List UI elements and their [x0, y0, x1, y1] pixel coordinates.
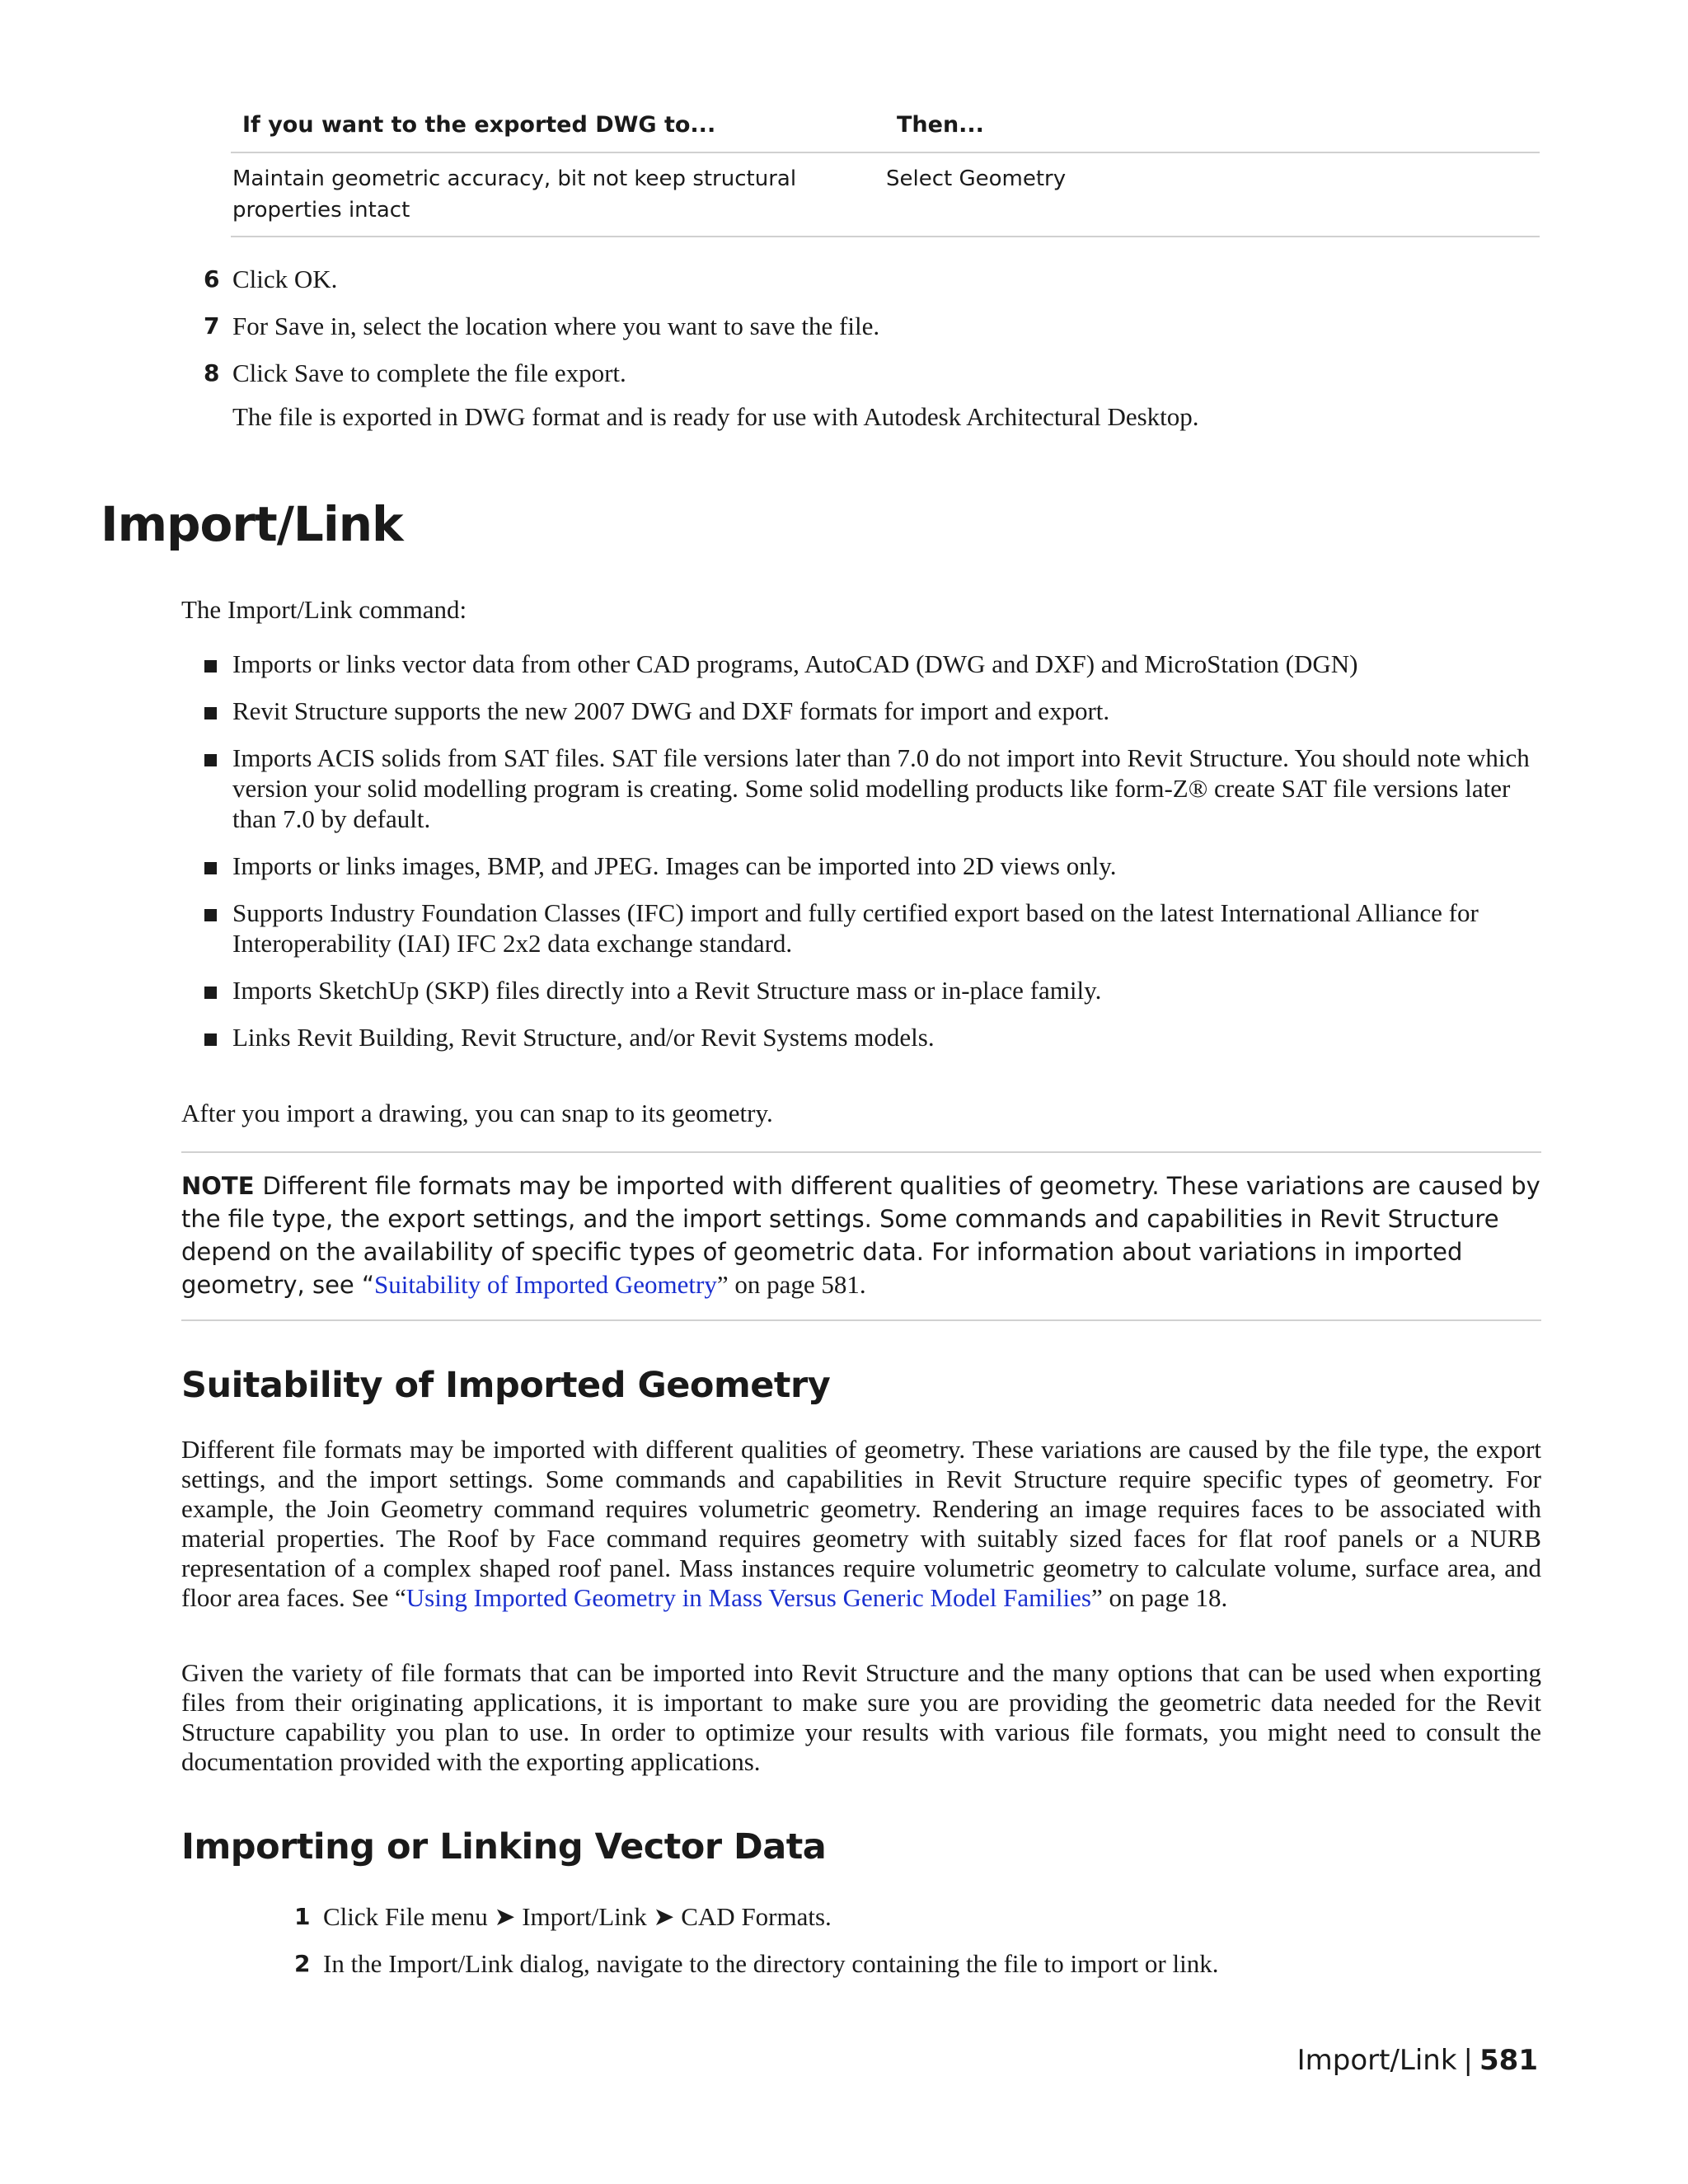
footer-separator: | [1463, 2044, 1474, 2077]
suitability-heading: Suitability of Imported Geometry [181, 1365, 831, 1406]
note-page-ref: ” on page 581. [716, 1270, 866, 1299]
step-number: 2 [294, 1950, 311, 1977]
table-cell-condition: Maintain geometric accuracy, bit not keep structural properties intact [232, 166, 797, 223]
note-link-suitability[interactable]: Suitability of Imported Geometry [374, 1270, 717, 1299]
table-row [231, 153, 1540, 237]
suitability-paragraph-2: Given the variety of file formats that can be imported into Revit Structure and the many options that can be used when exporting files from their originating applications, it is important to make sure you are providing the geometric data needed for the Revit Structure capability you plan to use. In order to optimize your results with various file formats, you might need to consult the documentation provided with the exporting applications. [181, 1658, 1541, 1776]
list-item: Imports SketchUp (SKP) files directly into a Revit Structure mass or in-place family. [181, 975, 1541, 1005]
step-number: 6 [204, 265, 220, 293]
step-text: Click OK. [232, 265, 338, 293]
note-body: Different file formats may be imported with different qualities of geometry. These variations are caused by the file type, the export settings, and the import settings. Some commands and capabilities in Revit Structure depend on the availability of specific types of geometric data. For information about variations in imported geometry, see “ [181, 1172, 1540, 1299]
after-list-text: After you import a drawing, you can snap to its geometry. [181, 1099, 773, 1127]
section-title: Import/Link [101, 496, 403, 552]
step-7 [204, 310, 880, 343]
step-8 [204, 357, 626, 390]
note-text [181, 1169, 1541, 1301]
list-item: Imports or links vector data from other CAD programs, AutoCAD (DWG and DXF) and MicroStation (DGN) [181, 649, 1541, 679]
step-text: For Save in, select the location where you want to save the file. [232, 312, 880, 340]
table-header-condition: If you want to the exported DWG to... [242, 112, 716, 138]
intro-text: The Import/Link command: [181, 595, 467, 624]
list-item: Links Revit Building, Revit Structure, and/or Revit Systems models. [181, 1022, 1541, 1052]
table-header [231, 107, 1540, 153]
suitability-text: Different file formats may be imported with different qualities of geometry. These variations are caused by the file type, the export settings, and the import settings. Some commands and capabilities in Revit Structure require specific types of geometry. For example, the Join Geometry command requires volumetric geometry. Rendering an image requires faces to be associated with material properties. The Roof by Face command requires geometry with suitably sized faces for flat roof panels or a NURB representation of a complex shaped roof panel. Mass instances require volumetric geometry to calculate volume, surface area, and floor area faces. See “ [181, 1435, 1541, 1612]
step-number: 7 [204, 312, 220, 340]
step-text: Click File menu ➤ Import/Link ➤ CAD Formats. [323, 1902, 832, 1931]
step-text: Click Save to complete the file export. [232, 359, 626, 387]
step-text: In the Import/Link dialog, navigate to the directory containing the file to import or link. [323, 1949, 1219, 1978]
step-number: 8 [204, 359, 220, 387]
note-label: NOTE [181, 1172, 255, 1200]
step-number: 1 [294, 1903, 311, 1930]
list-item: Revit Structure supports the new 2007 DWG and DXF formats for import and export. [181, 696, 1541, 726]
table-cell-action: Select Geometry [886, 166, 1067, 191]
suitability-page-ref: ” on page 18. [1090, 1583, 1228, 1612]
page-number: 581 [1479, 2044, 1538, 2077]
table-header-action: Then... [897, 112, 984, 138]
vector-step-2 [294, 1947, 1219, 1980]
export-options-table [231, 107, 1540, 237]
list-item: Imports ACIS solids from SAT files. SAT file versions later than 7.0 do not import into Revit Structure. You should note which version your solid modelling program is creating. Some solid modelling products like form-Z® create SAT file versions later than 7.0 by default. [181, 743, 1541, 834]
note-box [181, 1151, 1541, 1321]
list-item: Supports Industry Foundation Classes (IFC) import and fully certified export based on the latest International Alliance for Interoperability (IAI) IFC 2x2 data exchange standard. [181, 898, 1541, 958]
vector-step-1 [294, 1900, 832, 1933]
footer-section: Import/Link [1296, 2044, 1457, 2077]
step-8-result: The file is exported in DWG format and is ready for use with Autodesk Architectural Desktop. [232, 402, 1199, 431]
mass-geometry-link[interactable]: Using Imported Geometry in Mass Versus Generic Model Families [406, 1583, 1091, 1612]
list-item: Imports or links images, BMP, and JPEG. Images can be imported into 2D views only. [181, 851, 1541, 881]
page-footer [1297, 2044, 1538, 2077]
feature-list [181, 649, 1541, 1069]
suitability-paragraph-1 [181, 1435, 1541, 1613]
vector-data-heading: Importing or Linking Vector Data [181, 1826, 827, 1868]
step-6 [204, 263, 338, 296]
